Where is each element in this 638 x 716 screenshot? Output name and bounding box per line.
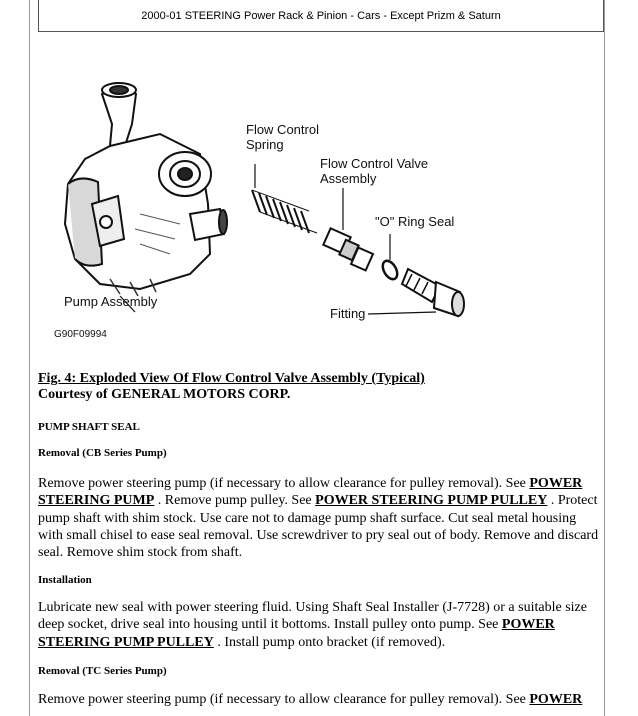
paragraph-installation [38,599,600,651]
label-pump-assembly: Pump Assembly [64,294,158,309]
link-power-steering-pump-pulley[interactable]: POWER STEERING PUMP PULLEY [315,493,548,509]
paragraph-text: . Protect pump shaft with shim stock. Use care not to damage pump shaft surface. Cut seal metal housing with small chisel to ease seal removal. Use screwdriver to pry seal out of body. Remove and discard seal. Remove shim stock from shaft. [38,493,599,561]
figure-caption-courtesy: Courtesy of GENERAL MOTORS CORP. [38,387,291,402]
label-fitting: Fitting [330,306,366,321]
paragraph-text: Lubricate new seal with power steering fluid. Using Shaft Seal Installer (J-7728) or a suitable size deep socket, drive seal into housing until it bottoms. Install pulley onto pump. See [38,600,587,633]
fitting-drawing [402,269,464,316]
o-ring-drawing [380,258,400,281]
paragraph-text: Remove power steering pump (if necessary to allow clearance for pulley removal). See [38,692,530,707]
label-flow-control-valve: Flow Control Valve Assembly [320,156,429,186]
page-border-right [604,0,605,716]
label-o-ring: "O" Ring Seal [375,214,455,229]
subheading-removal-tc: Removal (TC Series Pump) [38,665,167,677]
link-power-steering-pump-pulley[interactable]: POWER STEERING PUMP PULLEY [38,617,555,650]
exploded-view-figure [40,64,480,364]
page-header [38,0,604,32]
label-figure-code: G90F09994 [54,329,107,340]
section-heading-pump-shaft-seal: PUMP SHAFT SEAL [38,421,140,433]
paragraph-text: . Remove pump pulley. See [154,493,316,509]
paragraph-removal-cb [38,475,600,561]
label-flow-control-spring: Flow Control Spring [246,122,319,152]
subheading-removal-cb: Removal (CB Series Pump) [38,447,167,459]
link-power[interactable]: POWER [529,692,583,707]
page-header-title: 2000-01 STEERING Power Rack & Pinion - Cars - Except Prizm & Saturn [141,9,501,22]
link-power-steering-pump[interactable]: POWER STEERING PUMP [38,476,583,509]
page-border-left [29,0,30,716]
pump-assembly-drawing [65,83,227,296]
paragraph-removal-tc [38,691,600,708]
paragraph-text: . Install pump onto bracket (if removed). [213,634,446,650]
flow-control-spring-drawing [252,190,317,233]
figure-caption-title[interactable]: Fig. 4: Exploded View Of Flow Control Valve Assembly (Typical) [38,371,425,386]
flow-control-valve-drawing [323,228,373,270]
subheading-installation: Installation [38,574,92,586]
paragraph-text: Remove power steering pump (if necessary to allow clearance for pulley removal). See [38,476,530,491]
